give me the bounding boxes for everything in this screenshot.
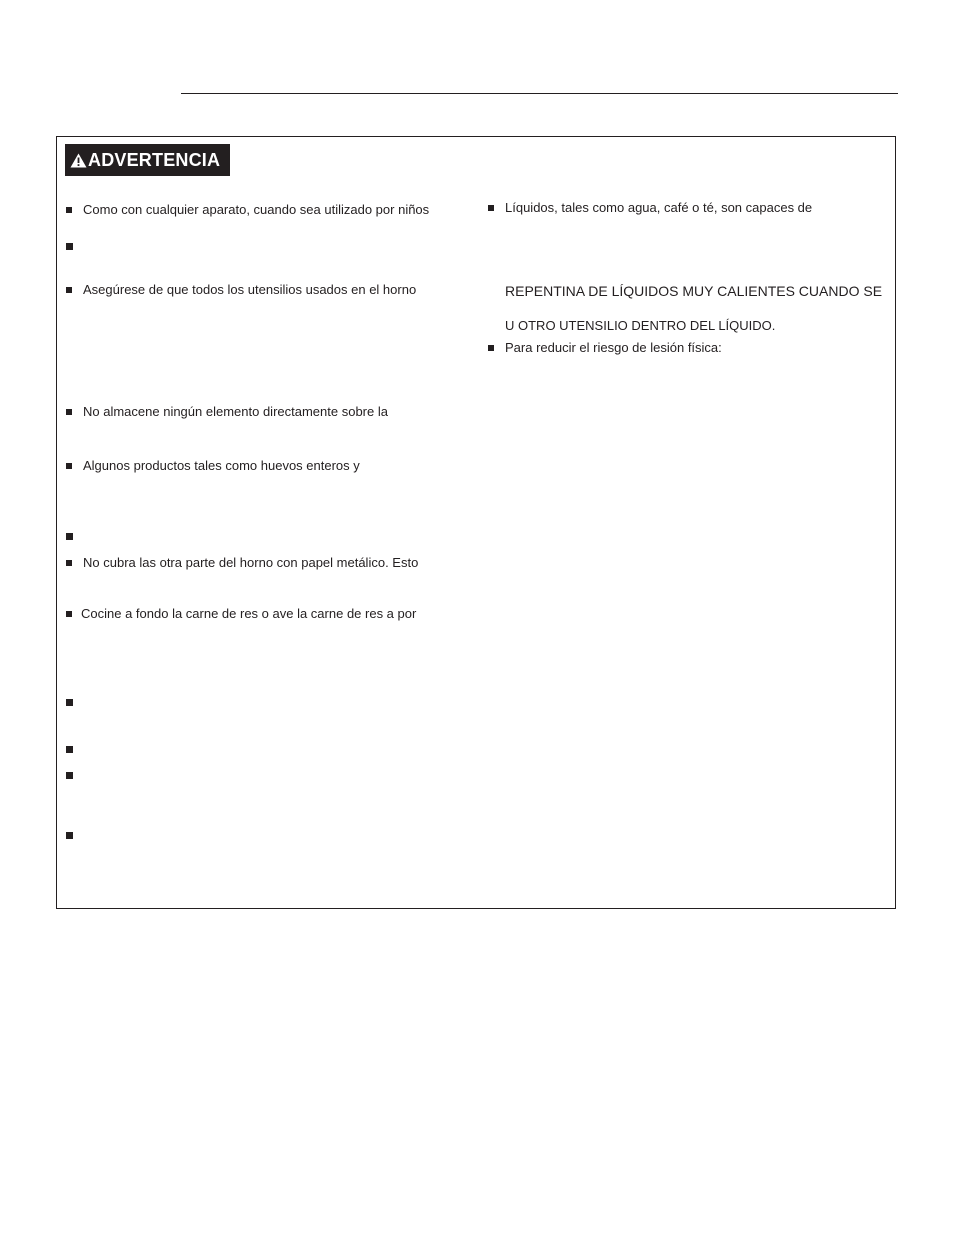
bullet-icon: [66, 746, 73, 753]
right-line-3: U OTRO UTENSILIO DENTRO DEL LÍQUIDO.: [505, 318, 776, 333]
bullet-icon: [66, 409, 72, 415]
left-item-1: Como con cualquier aparato, cuando sea utilizado por niños: [83, 202, 430, 217]
warning-triangle-icon: [70, 153, 87, 168]
bullet-icon: [66, 611, 72, 617]
bullet-icon: [66, 207, 72, 213]
bullet-icon: [488, 345, 494, 351]
right-item-2: Para reducir el riesgo de lesión física:: [505, 340, 722, 355]
bullet-icon: [66, 287, 72, 293]
bullet-icon: [66, 832, 73, 839]
left-item-7: No cubra las otra parte del horno con papel metálico. Esto: [83, 555, 419, 570]
bullet-icon: [66, 772, 73, 779]
warning-box: [56, 136, 896, 909]
left-item-4: No almacene ningún elemento directamente sobre la: [83, 404, 388, 419]
right-line-2: REPENTINA DE LÍQUIDOS MUY CALIENTES CUANDO SE: [505, 283, 883, 299]
header-rule: [181, 93, 898, 94]
left-item-5: Algunos productos tales como huevos enteros y: [83, 458, 360, 473]
warning-badge: [65, 144, 230, 176]
bullet-icon: [66, 463, 72, 469]
warning-badge-label: ADVERTENCIA: [88, 149, 221, 170]
bullet-icon: [66, 699, 73, 706]
right-item-1: Líquidos, tales como agua, café o té, son capaces de: [505, 200, 813, 215]
bullet-icon: [488, 205, 494, 211]
left-item-8: Cocine a fondo la carne de res o ave la carne de res a por: [81, 606, 417, 621]
bullet-icon: [66, 533, 73, 540]
left-item-3: Asegúrese de que todos los utensilios usados en el horno: [83, 282, 417, 297]
bullet-icon: [66, 243, 73, 250]
bullet-icon: [66, 560, 72, 566]
